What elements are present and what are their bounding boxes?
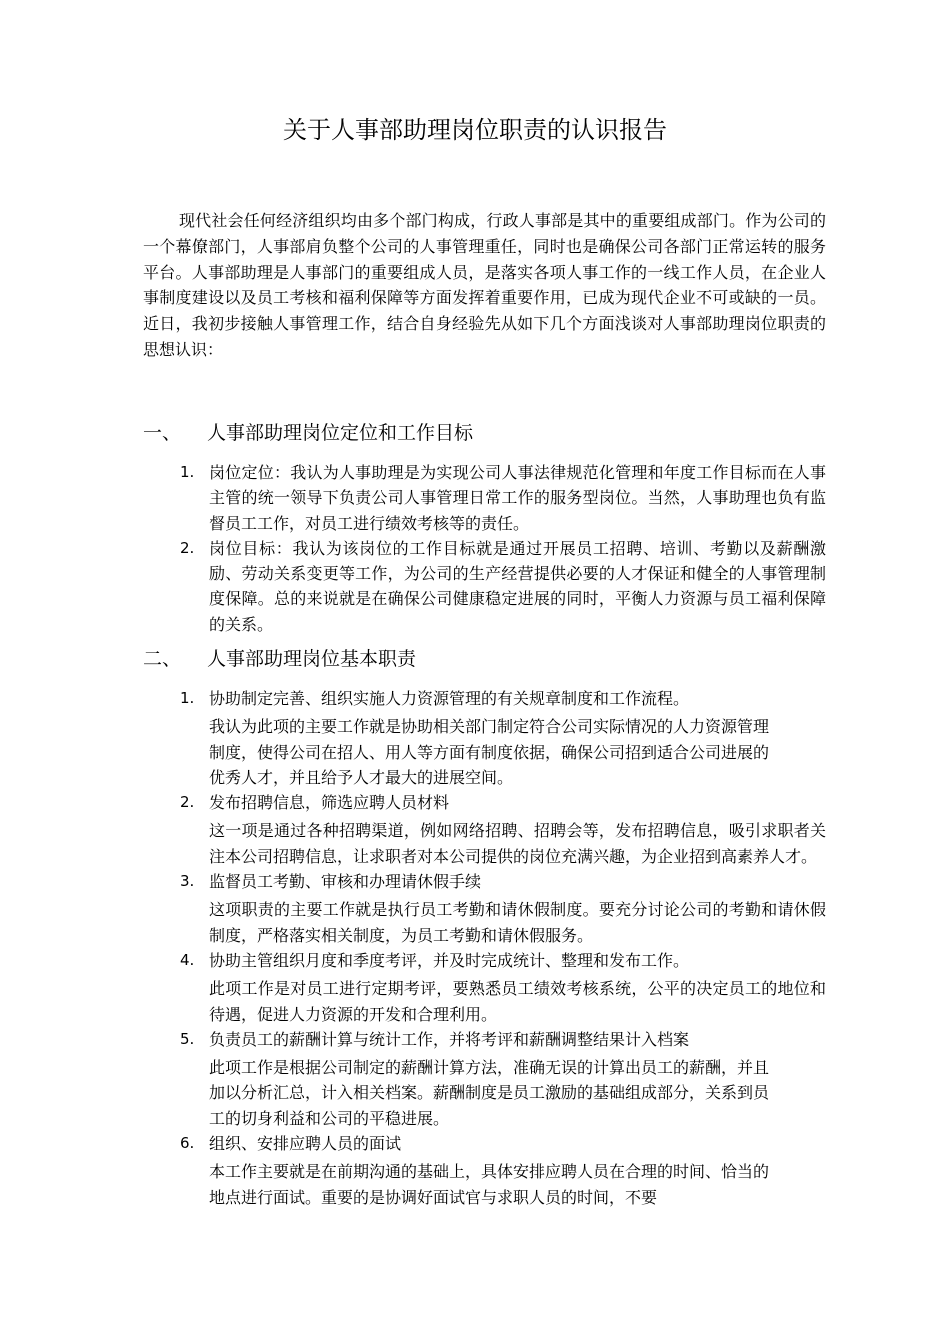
list-marker: 3.	[180, 872, 195, 891]
section-1-list	[180, 460, 826, 637]
list-marker: 5.	[180, 1029, 195, 1048]
list-item	[180, 686, 826, 790]
list-item-body: 这一项是通过各种招聘渠道，例如网络招聘、招聘会等，发布招聘信息，吸引求职者关注本公司招聘信息，让求职者对本公司提供的岗位充满兴趣，为企业招到高素养人才。	[209, 821, 826, 866]
list-item-body: 此项工作是对员工进行定期考评，要熟悉员工绩效考核系统，公平的决定员工的地位和待遇，促进人力资源的开发和合理利用。	[209, 979, 826, 1024]
section-title: 人事部助理岗位基本职责	[207, 648, 417, 670]
list-item	[180, 536, 826, 637]
list-item-title: 组织、安排应聘人员的面试	[209, 1134, 402, 1154]
list-item	[180, 948, 826, 1027]
section-title: 人事部助理岗位定位和工作目标	[207, 422, 474, 444]
list-item-text: 岗位定位：我认为人事助理是为实现公司人事法律规范化管理和年度工作目标而在人事主管的统一领导下负责公司人事管理日常工作的服务型岗位。当然，人事助理也负有监督员工工作，对员工进行绩效考核等的责任。	[209, 463, 826, 533]
list-item-body: 本工作主要就是在前期沟通的基础上，具体安排应聘人员在合理的时间、恰当的地点进行面试。重要的是协调好面试官与求职人员的时间，不要	[209, 1162, 770, 1207]
list-item-body: 这项职责的主要工作就是执行员工考勤和请休假制度。要充分讨论公司的考勤和请休假制度，严格落实相关制度，为员工考勤和请休假服务。	[209, 900, 826, 945]
list-marker: 4.	[180, 950, 195, 969]
document-title: 关于人事部助理岗位职责的认识报告	[283, 116, 667, 144]
section-heading-1	[143, 418, 826, 448]
list-item-body: 我认为此项的主要工作就是协助相关部门制定符合公司实际情况的人力资源管理制度，使得公司在招人、用人等方面有制度依据，确保公司招到适合公司进展的优秀人才，并且给予人才最大的进展空间。	[209, 717, 770, 787]
list-item	[180, 1131, 826, 1210]
list-marker: 6.	[180, 1134, 195, 1153]
section-number: 二、	[143, 648, 182, 670]
list-item-text: 岗位目标：我认为该岗位的工作目标就是通过开展员工招聘、培训、考勤以及薪酬激励、劳动关系变更等工作，为公司的生产经营提供必要的人才保证和健全的人事管理制度保障。总的来说就是在确保公司健康稳定进展的同时，平衡人力资源与员工福利保障的关系。	[209, 538, 826, 634]
intro-paragraph: 现代社会任何经济组织均由多个部门构成，行政人事部是其中的重要组成部门。作为公司的一个幕僚部门，人事部肩负整个公司的人事管理重任，同时也是确保公司各部门正常运转的服务平台。人事部助理是人事部门的重要组成人员，是落实各项人事工作的一线工作人员，在企业人事制度建设以及员工考核和福利保障等方面发挥着重要作用，已成为现代企业不可或缺的一员。近日，我初步接触人事管理工作，结合自身经验先从如下几个方面浅谈对人事部助理岗位职责的思想认识：	[143, 211, 826, 359]
list-item	[180, 869, 826, 948]
list-item	[180, 790, 826, 869]
list-marker: 2.	[180, 793, 195, 812]
list-item-title: 发布招聘信息，筛选应聘人员材料	[209, 793, 450, 813]
list-item-title: 监督员工考勤、审核和办理请休假手续	[209, 872, 482, 892]
list-item	[180, 460, 826, 536]
list-marker: 1.	[180, 463, 195, 481]
list-item-title: 协助主管组织月度和季度考评，并及时完成统计、整理和发布工作。	[209, 950, 690, 970]
section-heading-2	[143, 644, 826, 674]
section-number: 一、	[143, 422, 182, 444]
list-marker: 1.	[180, 689, 195, 707]
section-2-list	[180, 686, 826, 1210]
list-marker: 2.	[180, 538, 195, 557]
list-item-title: 负责员工的薪酬计算与统计工作，并将考评和薪酬调整结果计入档案	[209, 1029, 690, 1049]
list-item-title: 协助制定完善、组织实施人力资源管理的有关规章制度和工作流程。	[209, 689, 690, 708]
list-item	[180, 1027, 826, 1131]
list-item-body: 此项工作是根据公司制定的薪酬计算方法，准确无误的计算出员工的薪酬，并且加以分析汇总，计入相关档案。薪酬制度是员工激励的基础组成部分，关系到员工的切身利益和公司的平稳进展。	[209, 1058, 770, 1128]
